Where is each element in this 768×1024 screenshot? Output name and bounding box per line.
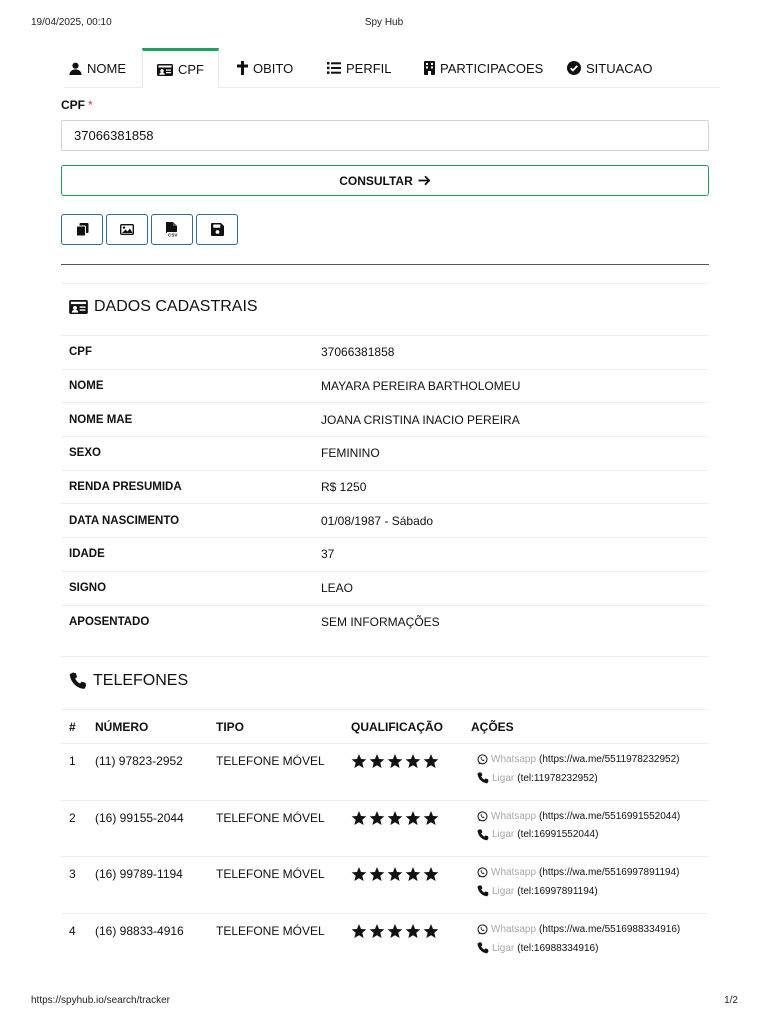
copy-icon xyxy=(76,223,89,236)
field-value: SEM INFORMAÇÕES xyxy=(313,605,709,639)
save-icon xyxy=(211,223,224,236)
star-icon xyxy=(351,754,367,769)
divider xyxy=(61,264,709,265)
star-icon xyxy=(405,924,421,939)
star-icon xyxy=(423,811,439,826)
field-value: FEMININO xyxy=(313,437,709,471)
whatsapp-link[interactable] xyxy=(477,867,701,878)
whatsapp-label: Whatsapp xyxy=(491,810,537,822)
whatsapp-url: (https://wa.me/5516997891194) xyxy=(539,867,680,879)
star-icon xyxy=(351,867,367,882)
print-page-number: 1/2 xyxy=(724,995,738,1006)
check-circle-icon xyxy=(567,61,581,75)
required-mark: * xyxy=(88,98,93,112)
phone-icon xyxy=(477,772,489,784)
star-icon xyxy=(387,867,403,882)
field-key: IDADE xyxy=(61,538,313,572)
star-icon xyxy=(387,811,403,826)
star-icon xyxy=(387,754,403,769)
field-key: DATA NASCIMENTO xyxy=(61,504,313,538)
id-card-icon xyxy=(157,64,173,76)
cpf-label xyxy=(61,98,93,112)
star-icon xyxy=(405,867,421,882)
whatsapp-icon xyxy=(477,924,488,935)
tab-label: SITUACAO xyxy=(586,60,653,76)
print-url: https://spyhub.io/search/tracker xyxy=(31,995,170,1006)
star-icon xyxy=(423,867,439,882)
call-link[interactable] xyxy=(477,942,701,954)
section-title-text: DADOS CADASTRAIS xyxy=(94,298,258,315)
section-title-text: TELEFONES xyxy=(93,672,189,689)
star-icon xyxy=(351,924,367,939)
section-title-telefones xyxy=(69,672,188,690)
actions-cell xyxy=(463,914,709,971)
actions-cell xyxy=(463,744,709,801)
phone-type: TELEFONE MÓVEL xyxy=(208,800,343,857)
star-icon xyxy=(405,754,421,769)
row-index: 4 xyxy=(61,914,87,971)
cross-icon xyxy=(237,61,248,75)
building-icon xyxy=(424,61,435,75)
table-row xyxy=(61,437,709,471)
phone-icon xyxy=(477,829,489,841)
whatsapp-url: (https://wa.me/5511978232952) xyxy=(539,754,680,765)
whatsapp-label: Whatsapp xyxy=(491,924,537,936)
cpf-label-text: CPF xyxy=(61,98,85,112)
print-title: Spy Hub xyxy=(364,17,404,28)
row-index: 2 xyxy=(61,800,87,857)
cadastrais-table xyxy=(61,335,709,639)
star-icon xyxy=(387,924,403,939)
whatsapp-label: Whatsapp xyxy=(491,754,537,765)
field-key: NOME xyxy=(61,369,313,403)
column-header: QUALIFICAÇÃO xyxy=(343,710,463,744)
tab-nome[interactable] xyxy=(69,48,126,88)
field-key: CPF xyxy=(61,336,313,370)
star-icon xyxy=(369,811,385,826)
whatsapp-link[interactable] xyxy=(477,811,701,822)
field-key: SEXO xyxy=(61,437,313,471)
table-row xyxy=(61,336,709,370)
copy-button[interactable] xyxy=(61,214,103,245)
call-link[interactable] xyxy=(477,772,701,784)
id-card-icon xyxy=(69,300,88,314)
tab-situacao[interactable] xyxy=(567,48,652,88)
column-header: NÚMERO xyxy=(87,710,208,744)
whatsapp-label: Whatsapp xyxy=(491,867,537,879)
table-row xyxy=(61,571,709,605)
field-value: MAYARA PEREIRA BARTHOLOMEU xyxy=(313,369,709,403)
star-icon xyxy=(423,754,439,769)
image-button[interactable] xyxy=(106,214,148,245)
phone-number: (16) 98833-4916 xyxy=(87,914,208,971)
whatsapp-url: (https://wa.me/5516988334916) xyxy=(539,924,681,936)
section-divider xyxy=(61,283,709,284)
table-header-row xyxy=(61,710,709,744)
rating-stars xyxy=(343,800,463,857)
table-row xyxy=(61,914,709,971)
table-row xyxy=(61,470,709,504)
field-key: SIGNO xyxy=(61,571,313,605)
call-url: (tel:16991552044) xyxy=(517,829,599,841)
print-datetime: 19/04/2025, 00:10 xyxy=(31,17,112,28)
star-icon xyxy=(423,924,439,939)
table-row xyxy=(61,403,709,437)
section-divider xyxy=(61,656,709,657)
call-link[interactable] xyxy=(477,885,701,897)
tab-obito[interactable] xyxy=(237,48,293,88)
call-label: Ligar xyxy=(492,942,515,954)
table-row xyxy=(61,504,709,538)
svg-text:CSV: CSV xyxy=(168,232,178,237)
tab-cpf[interactable] xyxy=(142,48,219,88)
field-key: RENDA PRESUMIDA xyxy=(61,470,313,504)
star-icon xyxy=(369,867,385,882)
save-button[interactable] xyxy=(196,214,238,245)
call-link[interactable] xyxy=(477,829,701,841)
field-value: 37 xyxy=(313,538,709,572)
field-value: JOANA CRISTINA INACIO PEREIRA xyxy=(313,403,709,437)
row-index: 3 xyxy=(61,857,87,914)
tab-label: NOME xyxy=(87,60,126,76)
table-row xyxy=(61,605,709,639)
actions-cell xyxy=(463,800,709,857)
star-icon xyxy=(351,811,367,826)
whatsapp-link[interactable] xyxy=(477,924,701,935)
field-value: R$ 1250 xyxy=(313,470,709,504)
tab-perfil[interactable] xyxy=(327,48,392,88)
call-label: Ligar xyxy=(492,829,515,841)
table-row xyxy=(61,857,709,914)
whatsapp-icon xyxy=(477,811,488,822)
phone-number: (16) 99155-2044 xyxy=(87,800,208,857)
star-icon xyxy=(369,754,385,769)
field-key: NOME MAE xyxy=(61,403,313,437)
tab-label: CPF xyxy=(178,62,204,77)
field-key: APOSENTADO xyxy=(61,605,313,639)
rating-stars xyxy=(343,914,463,971)
phone-number: (11) 97823-2952 xyxy=(87,744,208,801)
phone-type: TELEFONE MÓVEL xyxy=(208,744,343,801)
tab-participacoes[interactable] xyxy=(424,48,543,88)
column-header: TIPO xyxy=(208,710,343,744)
cpf-input[interactable] xyxy=(61,120,709,151)
field-value: 37066381858 xyxy=(313,336,709,370)
star-icon xyxy=(405,811,421,826)
tab-label: PERFIL xyxy=(346,60,392,76)
whatsapp-link[interactable] xyxy=(477,754,701,765)
call-url: (tel:16988334916) xyxy=(517,942,599,954)
phone-type: TELEFONE MÓVEL xyxy=(208,914,343,971)
whatsapp-url: (https://wa.me/5516991552044) xyxy=(539,810,681,822)
call-url: (tel:11978232952) xyxy=(517,772,598,784)
csv-button[interactable] xyxy=(151,214,193,245)
csv-file-icon xyxy=(165,222,179,237)
table-row xyxy=(61,744,709,801)
field-value: 01/08/1987 - Sábado xyxy=(313,504,709,538)
row-index: 1 xyxy=(61,744,87,801)
actions-cell xyxy=(463,857,709,914)
consultar-button[interactable] xyxy=(61,165,709,196)
consultar-label: CONSULTAR xyxy=(339,173,413,188)
print-header xyxy=(0,17,768,31)
user-icon xyxy=(69,62,82,75)
column-header: AÇÕES xyxy=(463,710,709,744)
whatsapp-icon xyxy=(477,867,488,878)
section-title-cadastrais xyxy=(69,298,258,316)
arrow-right-icon xyxy=(418,175,431,186)
call-url: (tel:16997891194) xyxy=(517,885,598,897)
list-icon xyxy=(327,62,341,74)
call-label: Ligar xyxy=(492,772,515,784)
column-header: # xyxy=(61,710,87,744)
table-row xyxy=(61,369,709,403)
rating-stars xyxy=(343,857,463,914)
image-icon xyxy=(120,224,134,235)
whatsapp-icon xyxy=(477,754,488,765)
field-value: LEAO xyxy=(313,571,709,605)
phone-icon xyxy=(477,885,489,897)
rating-stars xyxy=(343,744,463,801)
phone-icon xyxy=(477,942,489,954)
tab-bar xyxy=(64,48,720,88)
phone-number: (16) 99789-1194 xyxy=(87,857,208,914)
phone-type: TELEFONE MÓVEL xyxy=(208,857,343,914)
phone-icon xyxy=(69,672,87,690)
tab-label: OBITO xyxy=(253,60,294,76)
call-label: Ligar xyxy=(492,885,515,897)
telefones-table xyxy=(61,709,709,970)
tab-label: PARTICIPACOES xyxy=(440,60,544,76)
star-icon xyxy=(369,924,385,939)
export-toolbar xyxy=(61,214,238,245)
table-row xyxy=(61,800,709,857)
table-row xyxy=(61,538,709,572)
